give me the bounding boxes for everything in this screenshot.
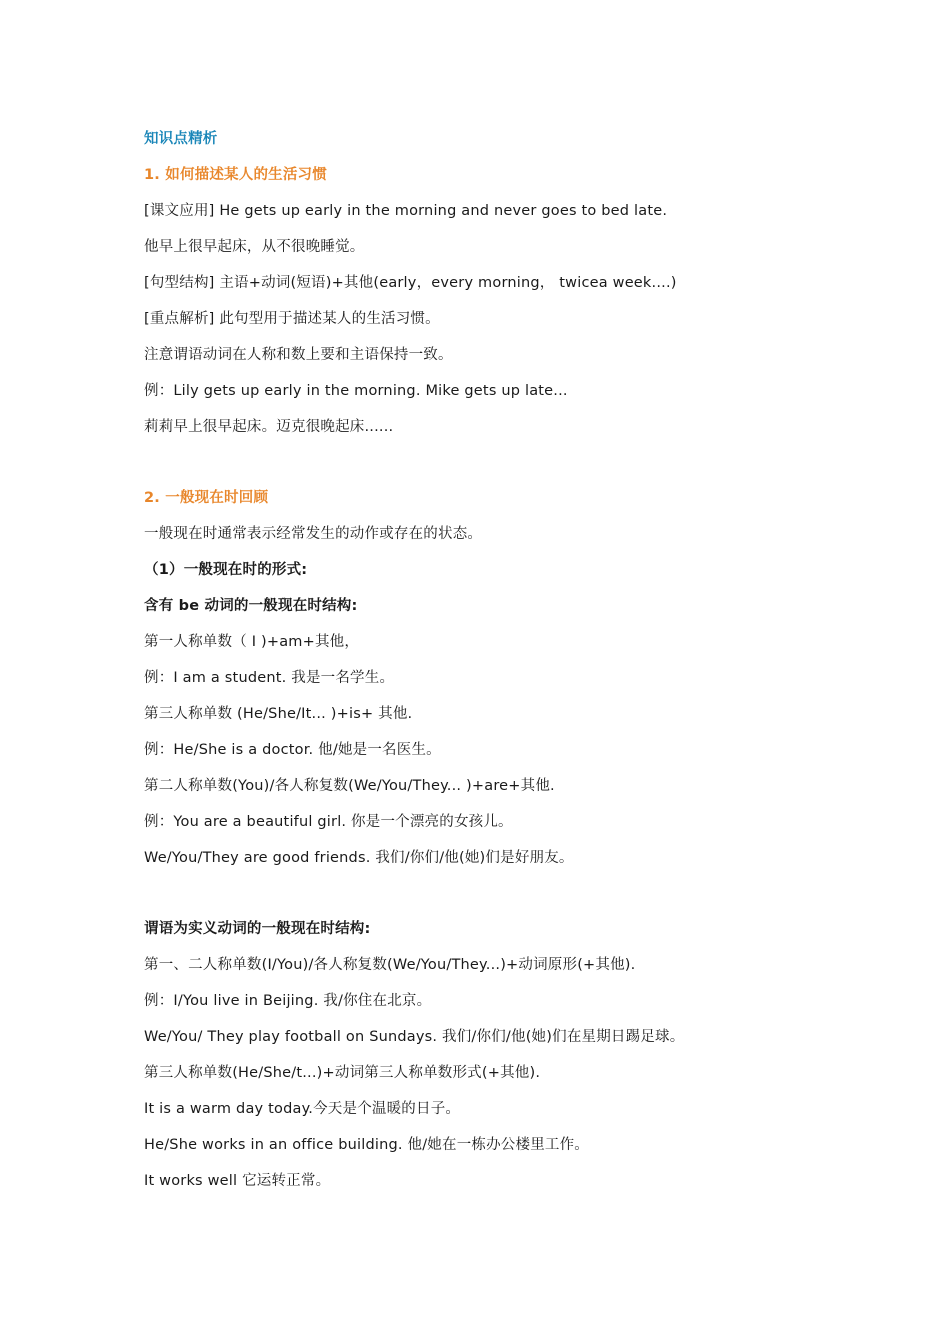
page-title: 知识点精析: [144, 131, 218, 147]
section-1-line: 注意谓语动词在人称和数上要和主语保持一致。: [144, 347, 453, 363]
verb-structure-line: 第三人称单数(He/She/t...)+动词第三人称单数形式(+其他).: [144, 1065, 541, 1081]
section-1-line: 他早上很早起床，从不很晚睡觉。: [144, 239, 365, 255]
section-1-line: [重点解析] 此句型用于描述某人的生活习惯。: [144, 311, 440, 327]
section-1-line: 例：Lily gets up early in the morning. Mike gets up late...: [144, 383, 568, 399]
section-1-line: [句型结构] 主语+动词(短语)+其他(early，every morning， twicea week....): [144, 275, 677, 291]
be-structure-line: 例：I am a student. 我是一名学生。: [144, 670, 395, 686]
verb-structure-line: 例：I/You live in Beijing. 我/你住在北京。: [144, 993, 432, 1009]
be-structure-line: 例：He/She is a doctor. 他/她是一名医生。: [144, 742, 441, 758]
verb-structure-line: It works well 它运转正常。: [144, 1173, 331, 1189]
be-structure-line: 例：You are a beautiful girl. 你是一个漂亮的女孩儿。: [144, 814, 513, 830]
be-structure-heading: 含有 be 动词的一般现在时结构:: [144, 598, 358, 614]
verb-structure-heading: 谓语为实义动词的一般现在时结构:: [144, 921, 371, 937]
verb-structure-line: He/She works in an office building. 他/她在一栋办公楼里工作。: [144, 1137, 589, 1153]
section-2-heading: 2. 一般现在时回顾: [144, 490, 269, 506]
verb-structure-line: 第一、二人称单数(I/You)/各人称复数(We/You/They...)+动词原形(+其他).: [144, 957, 636, 973]
verb-structure-line: We/You/ They play football on Sundays. 我们/你们/他(她)们在星期日踢足球。: [144, 1029, 685, 1045]
section-2-intro: 一般现在时通常表示经常发生的动作或存在的状态。: [144, 526, 483, 542]
section-1-line: 莉莉早上很早起床。迈克很晚起床......: [144, 419, 394, 435]
section-1-heading: 1. 如何描述某人的生活习惯: [144, 167, 327, 183]
section-1-line: [课文应用] He gets up early in the morning and never goes to bed late.: [144, 203, 668, 219]
subsection-heading: （1）一般现在时的形式:: [144, 562, 308, 578]
verb-structure-line: It is a warm day today.今天是个温暖的日子。: [144, 1101, 461, 1117]
be-structure-line: 第一人称单数（ I )+am+其他，: [144, 634, 360, 650]
be-structure-line: 第三人称单数 (He/She/It... )+is+ 其他.: [144, 706, 413, 722]
be-structure-line: We/You/They are good friends. 我们/你们/他(她)们是好朋友。: [144, 850, 574, 866]
be-structure-line: 第二人称单数(You)/各人称复数(We/You/They... )+are+其他.: [144, 778, 555, 794]
